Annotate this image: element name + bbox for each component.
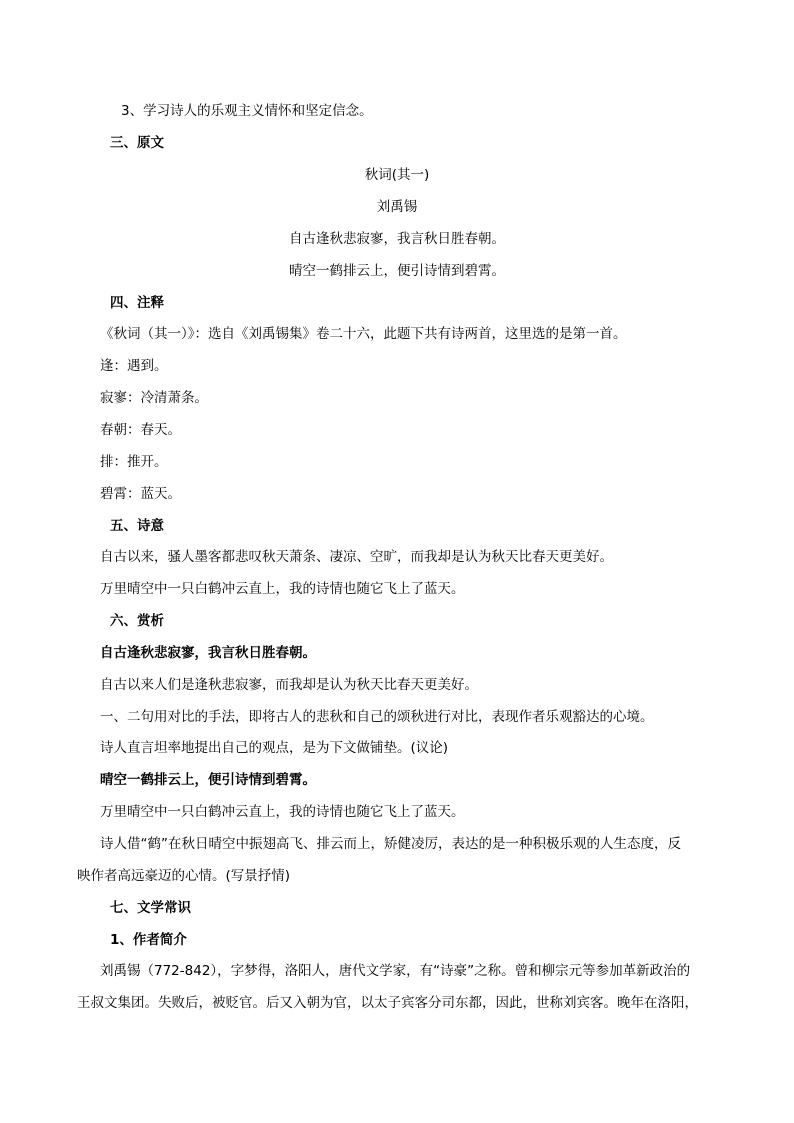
appreciation-paragraph: 自古以来人们是逢秋悲寂寥，而我却是认为秋天比春天更美好。 — [100, 677, 478, 693]
poem-title: 秋词(其一) — [364, 167, 430, 183]
section-heading-appreciation: 六、赏析 — [110, 613, 164, 629]
section-heading-original: 三、原文 — [110, 135, 164, 151]
appreciation-verse-1: 自古逢秋悲寂寥，我言秋日胜春朝。 — [100, 645, 316, 661]
author-intro-paragraph-continued: 王叔文集团。失败后，被贬官。后又入朝为官，以太子宾客分司东都，因此，世称刘宾客。晚年在洛阳， — [77, 995, 698, 1011]
note-item: 碧霄：蓝天。 — [100, 486, 181, 502]
poem-author: 刘禹锡 — [376, 199, 418, 215]
appreciation-paragraph: 一、二句用对比的手法，即将古人的悲秋和自己的颂秋进行对比，表现作者乐观豁达的心境。 — [100, 709, 654, 725]
appreciation-paragraph: 诗人直言坦率地提出自己的观点，是为下文做铺垫。(议论) — [100, 740, 449, 756]
appreciation-verse-2: 晴空一鹤排云上，便引诗情到碧霄。 — [100, 772, 316, 788]
appreciation-paragraph: 万里晴空中一只白鹤冲云直上，我的诗情也随它飞上了蓝天。 — [100, 804, 465, 820]
note-item: 春朝：春天。 — [100, 422, 181, 438]
poem-line-2: 晴空一鹤排云上，便引诗情到碧霄。 — [289, 263, 505, 279]
poem-line-1: 自古逢秋悲寂寥，我言秋日胜春朝。 — [289, 231, 505, 247]
author-intro-paragraph: 刘禹锡（772-842），字梦得，洛阳人，唐代文学家，有“诗豪”之称。曾和柳宗元等参加革新政治的 — [100, 963, 691, 979]
note-item: 《秋词（其一）》：选自《刘禹锡集》卷二十六，此题下共有诗两首，这里选的是第一首。 — [100, 326, 627, 342]
appreciation-paragraph-continued: 映作者高远豪迈的心情。(写景抒情) — [77, 868, 291, 884]
meaning-paragraph: 自古以来，骚人墨客都悲叹秋天萧条、凄凉、空旷，而我却是认为秋天比春天更美好。 — [100, 549, 613, 565]
section-heading-literature: 七、文学常识 — [110, 900, 191, 916]
note-item: 排：推开。 — [100, 454, 168, 470]
appreciation-paragraph: 诗人借“鹤”在秋日晴空中振翅高飞、排云而上，矫健凌厉，表达的是一种积极乐观的人生态度，反 — [100, 836, 681, 852]
section-heading-notes: 四、注释 — [110, 295, 164, 311]
subheading-author-intro: 1、作者简介 — [110, 932, 187, 948]
section-heading-meaning: 五、诗意 — [110, 518, 164, 534]
meaning-paragraph: 万里晴空中一只白鹤冲云直上，我的诗情也随它飞上了蓝天。 — [100, 581, 465, 597]
note-item: 逢：遇到。 — [100, 358, 168, 374]
note-item: 寂寥：冷清萧条。 — [100, 390, 208, 406]
objective-item-3: 3、学习诗人的乐观主义情怀和坚定信念。 — [121, 103, 373, 119]
